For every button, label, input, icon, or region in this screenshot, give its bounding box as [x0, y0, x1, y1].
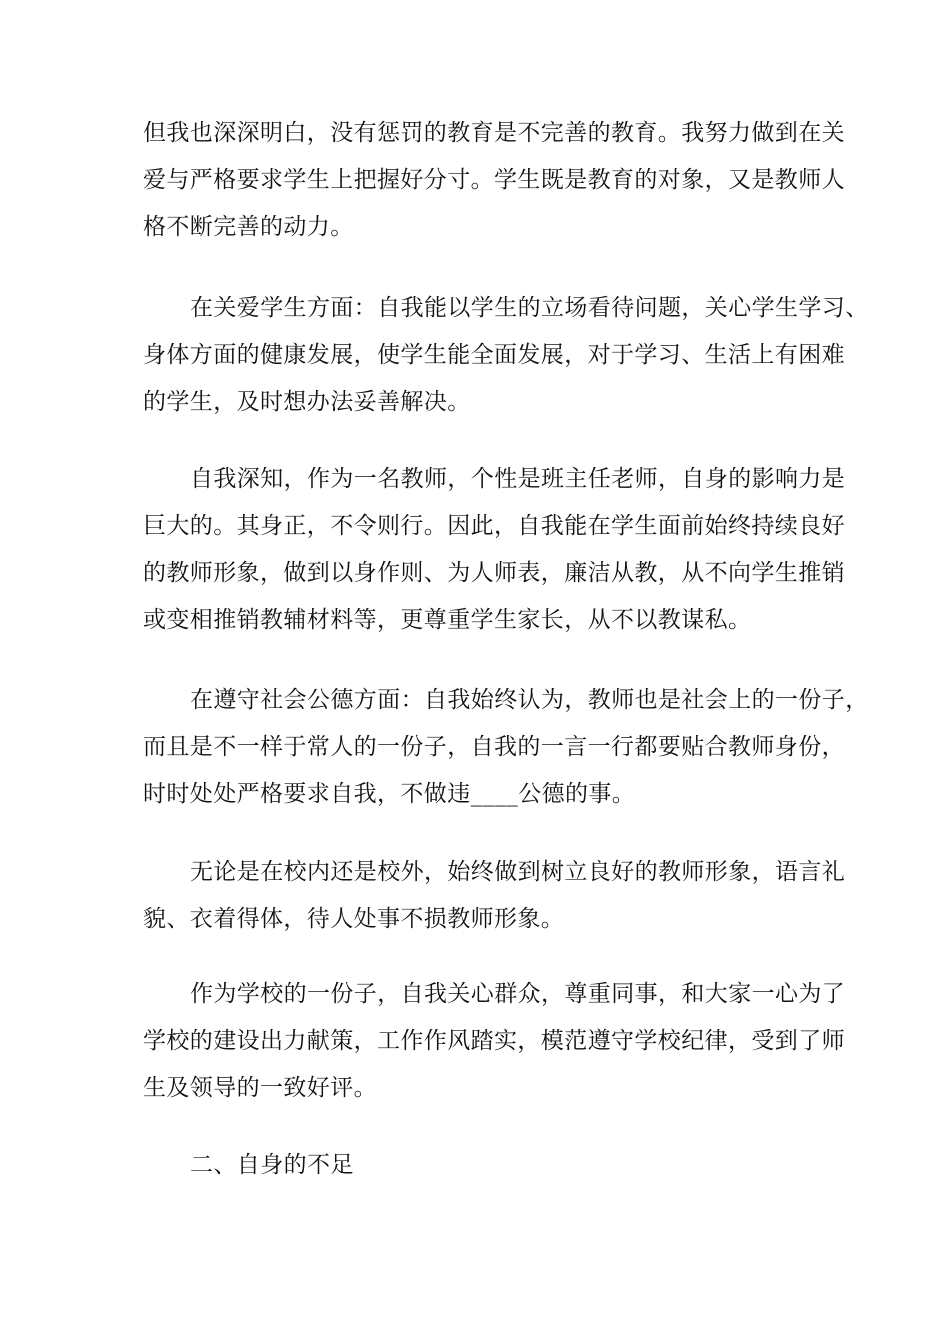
paragraph-role-model: [143, 456, 846, 644]
text-line: 作为学校的一份子，自我关心群众，尊重同事，和大家一心为了: [190, 981, 846, 1007]
paragraph-care-for-students: [143, 285, 869, 426]
paragraph-teacher-image: [143, 849, 846, 943]
text-line: 爱与严格要求学生上把握好分寸。学生既是教育的对象，又是教师人: [143, 167, 845, 193]
text-line: 学校的建设出力献策，工作作风踏实，模范遵守学校纪律，受到了师: [143, 1028, 845, 1054]
text-line: 或变相推销教辅材料等，更尊重学生家长，从不以教谋私。: [143, 607, 752, 633]
text-line: 格不断完善的动力。: [143, 214, 354, 240]
text-line: 貌、衣着得体，待人处事不损教师形象。: [143, 906, 565, 932]
text-line: 在遵守社会公德方面：自我始终认为，教师也是社会上的一份子，: [190, 687, 869, 713]
text-line: 的学生，及时想办法妥善解决。: [143, 389, 471, 415]
section-heading-shortcomings: [143, 1142, 811, 1189]
text-line: 但我也深深明白，没有惩罚的教育是不完善的教育。我努力做到在关: [143, 120, 845, 146]
text-line: 巨大的。其身正，不令则行。因此，自我能在学生面前始终持续良好: [143, 513, 845, 539]
text-line: 时时处处严格要求自我，不做违____公德的事。: [143, 781, 636, 807]
text-line: 的教师形象，做到以身作则、为人师表，廉洁从教，从不向学生推销: [143, 560, 845, 586]
text-line: 身体方面的健康发展，使学生能全面发展，对于学习、生活上有困难: [143, 342, 845, 368]
section-heading: 二、自身的不足: [190, 1152, 354, 1178]
text-line: 自我深知，作为一名教师，个性是班主任老师，自身的影响力是: [190, 466, 846, 492]
paragraph-social-morality: [143, 677, 869, 818]
text-line: 而且是不一样于常人的一份子，自我的一言一行都要贴合教师身份，: [143, 734, 845, 760]
text-line: 生及领导的一致好评。: [143, 1075, 377, 1101]
text-line: 在关爱学生方面：自我能以学生的立场看待问题，关心学生学习、: [190, 295, 869, 321]
text-line: 无论是在校内还是校外，始终做到树立良好的教师形象，语言礼: [190, 859, 846, 885]
paragraph-discipline: [143, 110, 845, 251]
paragraph-school-member: [143, 971, 846, 1112]
